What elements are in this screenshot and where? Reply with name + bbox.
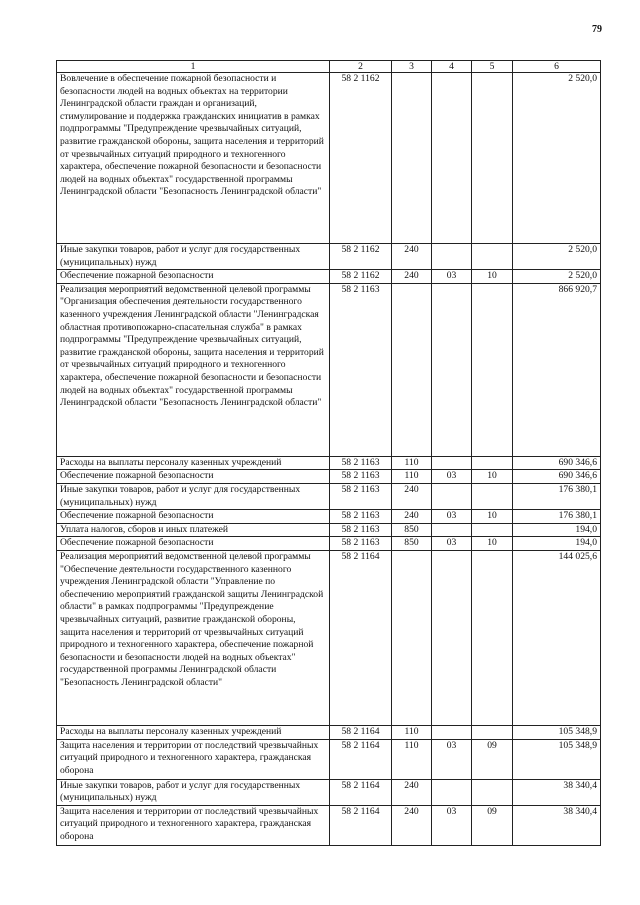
table-row [57,805,601,845]
expense-type: 240 [392,805,432,845]
amount: 2 520,0 [513,270,601,284]
row-description: Иные закупки товаров, работ и услуг для государственных (муниципальных) нужд [57,779,330,805]
section [432,725,472,739]
section: 03 [432,805,472,845]
column-header: 4 [432,61,472,73]
subsection [472,523,513,537]
header-row [57,61,601,73]
section: 03 [432,270,472,284]
column-header: 5 [472,61,513,73]
column-header: 2 [330,61,392,73]
section [432,523,472,537]
subsection [472,244,513,270]
table-row [57,725,601,739]
section [432,456,472,470]
table-row [57,510,601,524]
amount: 2 520,0 [513,73,601,244]
row-description: Обеспечение пожарной безопасности [57,270,330,284]
section [432,283,472,456]
subsection: 09 [472,805,513,845]
target-code: 58 2 1163 [330,483,392,509]
column-header: 6 [513,61,601,73]
subsection: 10 [472,510,513,524]
row-description: Защита населения и территории от последствий чрезвычайных ситуаций природного и техногенного характера, гражданская оборона [57,805,330,845]
section: 03 [432,510,472,524]
expense-type: 240 [392,244,432,270]
target-code: 58 2 1164 [330,805,392,845]
section [432,779,472,805]
target-code: 58 2 1164 [330,779,392,805]
target-code: 58 2 1162 [330,73,392,244]
table-row [57,456,601,470]
expense-type [392,73,432,244]
row-description: Обеспечение пожарной безопасности [57,537,330,551]
target-code: 58 2 1164 [330,725,392,739]
expense-type: 850 [392,523,432,537]
amount: 194,0 [513,523,601,537]
expense-type [392,283,432,456]
target-code: 58 2 1163 [330,510,392,524]
row-description: Защита населения и территории от последствий чрезвычайных ситуаций природного и техногенного характера, гражданская оборона [57,739,330,779]
section [432,550,472,725]
column-header: 3 [392,61,432,73]
amount: 690 346,6 [513,470,601,484]
amount: 38 340,4 [513,779,601,805]
subsection [472,456,513,470]
section [432,483,472,509]
section [432,244,472,270]
target-code: 58 2 1163 [330,283,392,456]
table-row [57,523,601,537]
amount: 38 340,4 [513,805,601,845]
expense-type: 850 [392,537,432,551]
row-description: Иные закупки товаров, работ и услуг для государственных (муниципальных) нужд [57,483,330,509]
section [432,73,472,244]
expense-type: 110 [392,470,432,484]
table-row [57,270,601,284]
row-description: Вовлечение в обеспечение пожарной безопасности и безопасности людей на водных объектах на территории Ленинградской области граждан и организаций, стимулирование и поддержка гражданских инициатив в рамках подпрограммы "Предупреждение чрезвычайных ситуаций, развитие гражданской обороны, защита населения и территорий от чрезвычайных ситуаций природного и техногенного характера, обеспечение пожарной безопасности и безопасности людей на водных объектах" государственной программы Ленинградской области "Безопасность Ленинградской области" [57,73,330,244]
target-code: 58 2 1164 [330,739,392,779]
section: 03 [432,739,472,779]
section: 03 [432,470,472,484]
row-description: Обеспечение пожарной безопасности [57,510,330,524]
table-row [57,779,601,805]
subsection [472,73,513,244]
amount: 144 025,6 [513,550,601,725]
table-row [57,550,601,725]
table-row [57,244,601,270]
budget-table [56,60,601,846]
target-code: 58 2 1162 [330,270,392,284]
expense-type [392,550,432,725]
subsection [472,283,513,456]
target-code: 58 2 1163 [330,523,392,537]
expense-type: 240 [392,779,432,805]
amount: 176 380,1 [513,483,601,509]
table-row [57,537,601,551]
expense-type: 110 [392,456,432,470]
column-header: 1 [57,61,330,73]
subsection: 10 [472,537,513,551]
amount: 690 346,6 [513,456,601,470]
target-code: 58 2 1163 [330,537,392,551]
row-description: Реализация мероприятий ведомственной целевой программы "Обеспечение деятельности государственного казенного учреждения Ленинградской области "Управление по обеспечению мероприятий гражданской защиты Ленинградской области" в рамках подпрограммы "Предупреждение чрезвычайных ситуаций, развитие гражданской обороны, защита населения и территорий от чрезвычайных ситуаций природного и техногенного характера, обеспечение пожарной безопасности и безопасности людей на водных объектах" государственной программы Ленинградской области "Безопасность Ленинградской области" [57,550,330,725]
subsection: 10 [472,270,513,284]
table-row [57,470,601,484]
table-row [57,73,601,244]
subsection [472,725,513,739]
expense-type: 240 [392,483,432,509]
target-code: 58 2 1164 [330,550,392,725]
expense-type: 110 [392,739,432,779]
subsection: 10 [472,470,513,484]
row-description: Иные закупки товаров, работ и услуг для государственных (муниципальных) нужд [57,244,330,270]
amount: 194,0 [513,537,601,551]
table-row [57,283,601,456]
section: 03 [432,537,472,551]
target-code: 58 2 1163 [330,470,392,484]
subsection: 09 [472,739,513,779]
target-code: 58 2 1163 [330,456,392,470]
subsection [472,779,513,805]
table-row [57,483,601,509]
amount: 176 380,1 [513,510,601,524]
amount: 105 348,9 [513,725,601,739]
row-description: Уплата налогов, сборов и иных платежей [57,523,330,537]
row-description: Расходы на выплаты персоналу казенных учреждений [57,456,330,470]
expense-type: 240 [392,270,432,284]
table-row [57,739,601,779]
row-description: Реализация мероприятий ведомственной целевой программы "Организация обеспечения деятельности государственного казенного учреждения Ленинградской области "Ленинградская областная противопожарно-спасательная служба" в рамках подпрограммы "Предупреждение чрезвычайных ситуаций, развитие гражданской обороны, защита населения и территорий от чрезвычайных ситуаций природного и техногенного характера, обеспечение пожарной безопасности и безопасности людей на водных объектах" государственной программы Ленинградской области "Безопасность Ленинградской области" [57,283,330,456]
target-code: 58 2 1162 [330,244,392,270]
subsection [472,550,513,725]
page-number: 79 [592,24,602,35]
row-description: Обеспечение пожарной безопасности [57,470,330,484]
amount: 2 520,0 [513,244,601,270]
amount: 866 920,7 [513,283,601,456]
expense-type: 240 [392,510,432,524]
expense-type: 110 [392,725,432,739]
subsection [472,483,513,509]
row-description: Расходы на выплаты персоналу казенных учреждений [57,725,330,739]
amount: 105 348,9 [513,739,601,779]
